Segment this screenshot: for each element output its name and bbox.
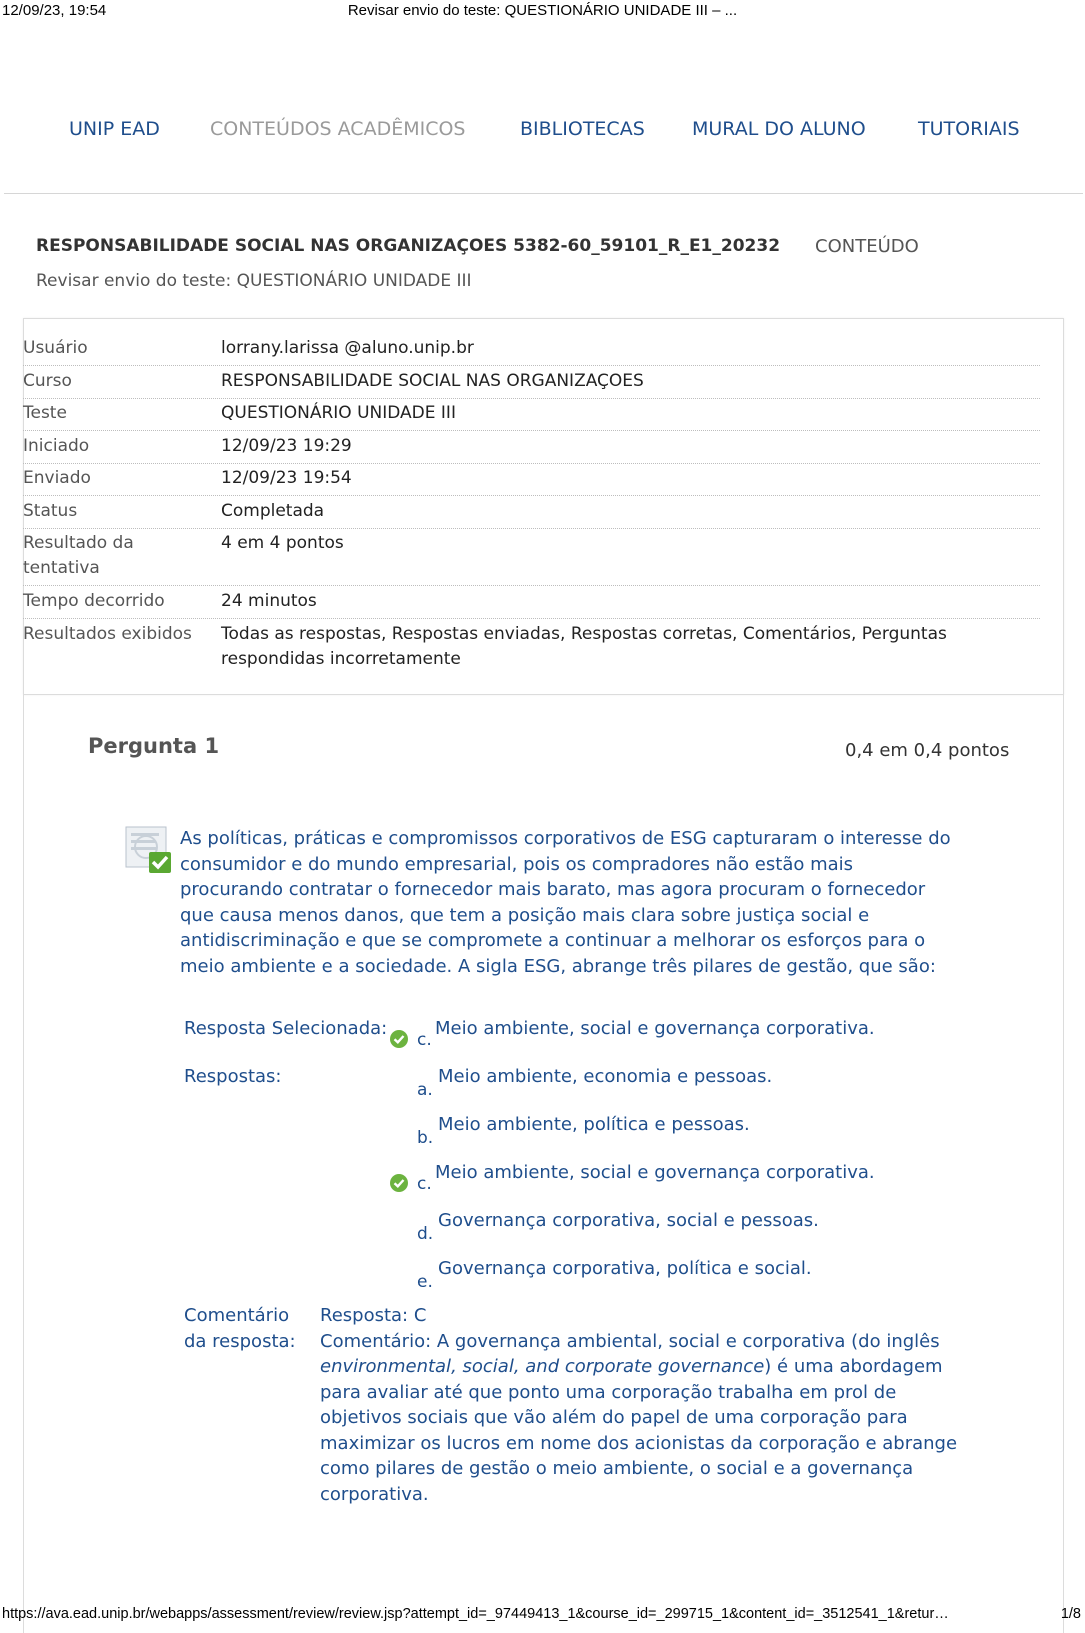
question-title: Pergunta 1 [88, 734, 220, 758]
comment-label-line1: Comentário [184, 1305, 290, 1326]
answer-text: Meio ambiente, economia e pessoas. [438, 1066, 773, 1087]
answer-letter: b. [417, 1128, 434, 1148]
answer-text: Governança corporativa, social e pessoas. [438, 1210, 819, 1231]
correct-question-icon [124, 825, 176, 875]
comment-text [320, 1303, 960, 1507]
course-title[interactable]: RESPONSABILIDADE SOCIAL NAS ORGANIZAÇOES 5382-60_59101_R_E1_20232 [36, 236, 781, 256]
info-row-status [23, 499, 1040, 529]
answer-option-c [390, 1162, 990, 1192]
print-page-number: 1/8 [1060, 1606, 1081, 1622]
info-label: Enviado [23, 468, 91, 488]
answer-letter: e. [417, 1272, 433, 1292]
info-label: Teste [23, 403, 67, 423]
comment-label-line2: da resposta: [184, 1330, 296, 1352]
info-label: Curso [23, 371, 72, 391]
page-subtitle: Revisar envio do teste: QUESTIONÁRIO UNIDADE III [36, 271, 472, 291]
correct-check-icon [390, 1174, 408, 1192]
answer-letter: a. [417, 1080, 433, 1100]
answers-label: Respostas: [184, 1066, 282, 1087]
info-value: Completada [221, 501, 325, 521]
info-row-resultados-exibidos [23, 622, 1040, 676]
info-value: Todas as respostas, Respostas enviadas, Respostas corretas, Comentários, Perguntas respondidas incorretamente [221, 624, 947, 669]
answer-letter: c. [417, 1174, 432, 1194]
answer-letter: c. [417, 1030, 432, 1050]
nav-bibliotecas[interactable]: BIBLIOTECAS [520, 118, 645, 140]
print-header [0, 0, 1085, 24]
nav-conteudos-academicos[interactable]: CONTEÚDOS ACADÊMICOS [210, 118, 466, 140]
info-row-iniciado [23, 434, 1040, 464]
comment-answer: Resposta: C [320, 1305, 427, 1326]
info-label: Usuário [23, 338, 88, 358]
comment-suffix: ) é uma abordagem para avaliar até que ponto uma corporação trabalha em prol de objetivos sociais que vão além do papel de uma corporação para maximizar os lucros em nome dos acionistas da corporação e abrange como pilares de gestão o meio ambiente, o social e a governança corporativa. [320, 1356, 958, 1505]
top-navigation [0, 118, 1085, 158]
comment-italic-term: environmental, social, and corporate governance [320, 1356, 765, 1377]
info-value: 12/09/23 19:54 [221, 468, 352, 488]
question-text: As políticas, práticas e compromissos corporativos de ESG capturaram o interesse do consumidor e do mundo empresarial, pois os compradores não estão mais procurando contratar o fornecedor mais barato, mas agora procuram o fornecedor que causa menos danos, que tem a posição mais clara sobre justiça social e antidiscriminação e que se compromete a continuar a melhorar os esforços para o meio ambiente e a sociedade. A sigla ESG, abrange três pilares de gestão, que são: [180, 828, 951, 977]
info-value: RESPONSABILIDADE SOCIAL NAS ORGANIZAÇOES [221, 371, 644, 391]
answer-letter: d. [417, 1224, 434, 1244]
info-row-resultado [23, 531, 1040, 586]
info-label: Iniciado [23, 436, 90, 456]
answer-text: Meio ambiente, social e governança corporativa. [435, 1018, 875, 1039]
nav-divider [4, 193, 1083, 194]
comment-prefix: Comentário: A governança ambiental, social e corporativa (do inglês [320, 1330, 940, 1352]
answer-option-a [390, 1066, 990, 1100]
print-datetime: 12/09/23, 19:54 [2, 2, 107, 19]
answer-option-b [390, 1114, 990, 1148]
print-url: https://ava.ead.unip.br/webapps/assessment/review/review.jsp?attempt_id=_97449413_1&course_id=_299715_1&content_id=_3512541_1&retur… [2, 1606, 949, 1622]
info-value: 4 em 4 pontos [221, 533, 344, 553]
info-value: 12/09/23 19:29 [221, 436, 352, 456]
answer-option-e [390, 1258, 990, 1292]
print-page-title: Revisar envio do teste: QUESTIONÁRIO UNIDADE III – ... [347, 2, 738, 19]
info-label: Resultados exibidos [23, 624, 192, 644]
answer-text: Meio ambiente, política e pessoas. [438, 1114, 750, 1135]
info-label: Resultado da tentativa [23, 533, 134, 578]
content-link[interactable]: CONTEÚDO [815, 236, 919, 257]
info-row-enviado [23, 466, 1040, 496]
info-label: Status [23, 501, 78, 521]
nav-mural-do-aluno[interactable]: MURAL DO ALUNO [692, 118, 866, 140]
info-row-tempo [23, 589, 1040, 619]
answer-option-d [390, 1210, 990, 1244]
comment-label [184, 1303, 296, 1354]
correct-check-icon [390, 1030, 408, 1048]
selected-answer [390, 1018, 990, 1048]
info-value: 24 minutos [221, 591, 317, 611]
print-footer [0, 1604, 1085, 1626]
question-score: 0,4 em 0,4 pontos [845, 740, 1010, 761]
answer-text: Governança corporativa, política e social. [438, 1258, 812, 1279]
info-value: lorrany.larissa @aluno.unip.br [221, 338, 474, 358]
info-label: Tempo decorrido [23, 591, 165, 611]
info-value: QUESTIONÁRIO UNIDADE III [221, 403, 456, 423]
info-row-teste [23, 401, 1040, 431]
selected-answer-label: Resposta Selecionada: [184, 1018, 388, 1039]
answer-text: Meio ambiente, social e governança corporativa. [435, 1162, 875, 1183]
nav-tutoriais[interactable]: TUTORIAIS [918, 118, 1020, 140]
nav-unip-ead[interactable]: UNIP EAD [69, 118, 160, 140]
info-row-usuario [23, 336, 1040, 366]
info-row-curso [23, 369, 1040, 399]
